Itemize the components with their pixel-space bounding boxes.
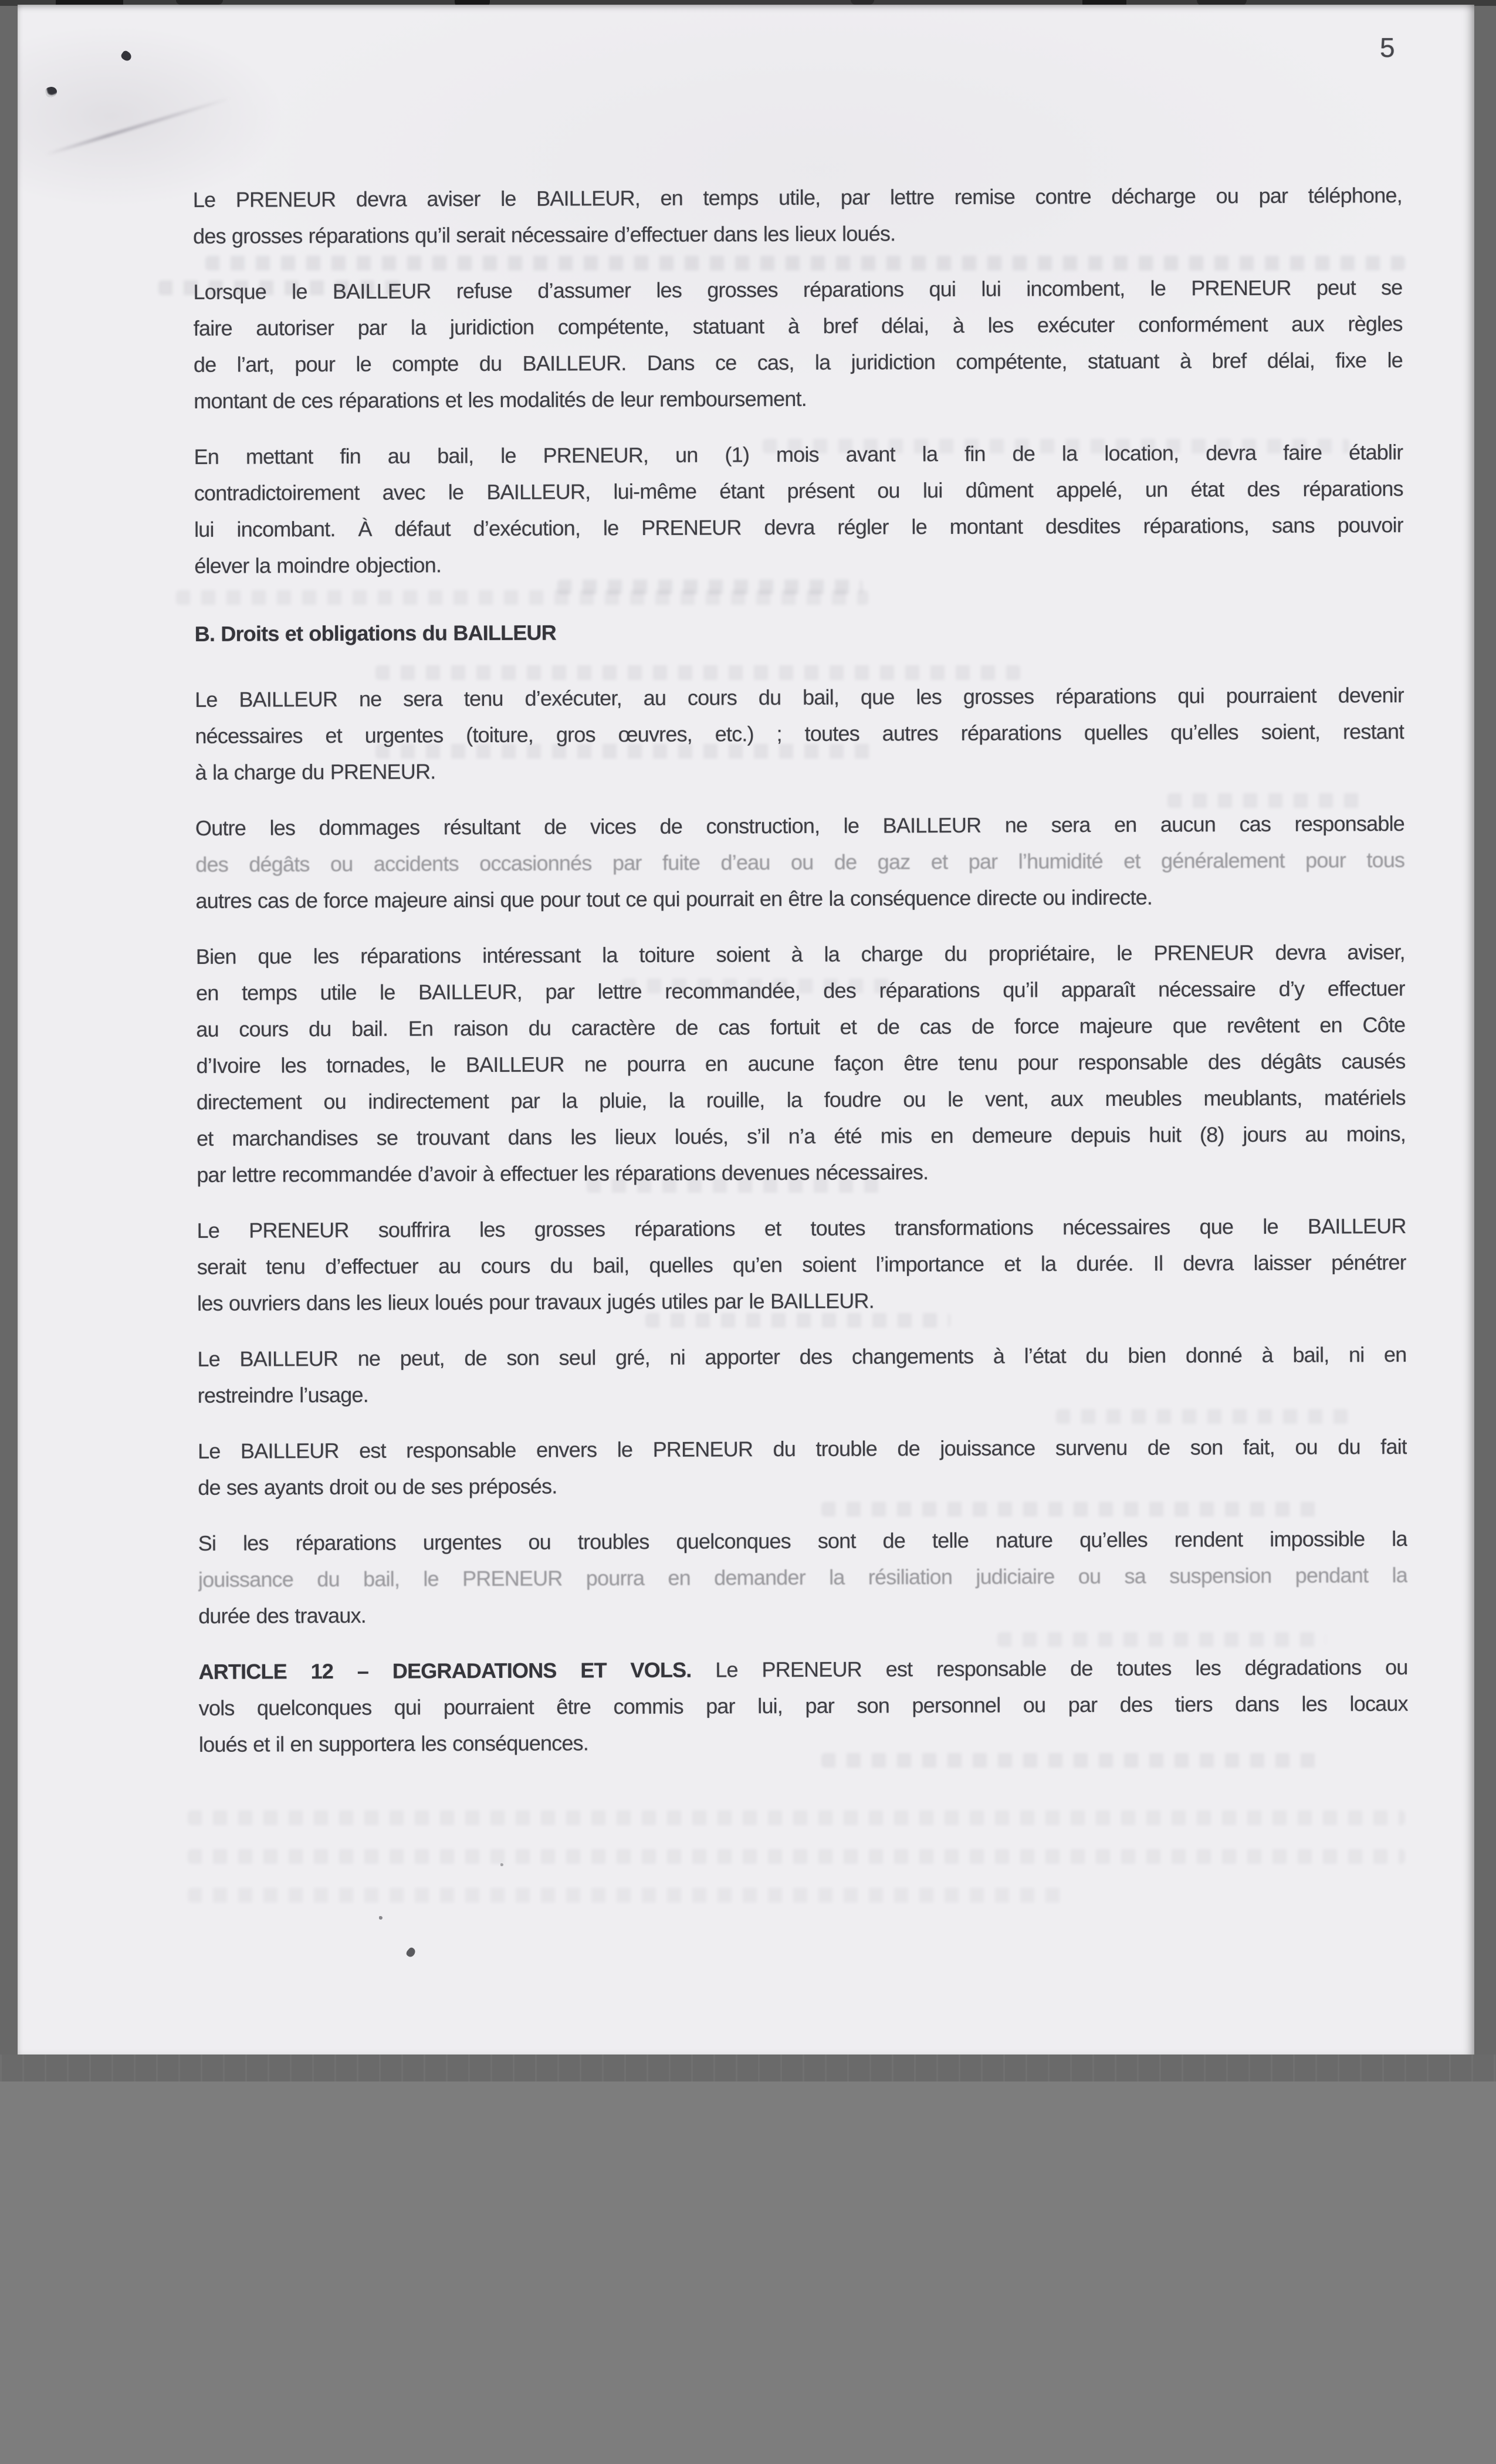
text-line: Bien que les réparations intéressant la toiture soient à la charge du propriétaire, le PRENEUR devra aviser,	[195, 940, 1405, 969]
paper-crease	[45, 97, 231, 156]
text-line: les ouvriers dans les lieux loués pour travaux jugés utiles par le BAILLEUR.	[197, 1288, 874, 1315]
text-line: des grosses réparations qu’il serait nécessaire d’effectuer dans les lieux loués.	[193, 221, 896, 248]
text-block-container	[193, 177, 1408, 1782]
text-line: en temps utile le BAILLEUR, par lettre recommandée, des réparations qu’il apparaît nécessaire d’y effectuer	[195, 976, 1406, 1005]
text-line: Le BAILLEUR ne peut, de son seul gré, ni apporter des changements à l’état du bien donné à bail, ni en	[197, 1342, 1407, 1371]
bleedthrough-band	[188, 1849, 1405, 1864]
text-line: des dégâts ou accidents occasionnés par fuite d’eau ou de gaz et par l’humidité et généralement pour tous	[195, 848, 1405, 876]
text-line: En mettant fin au bail, le PRENEUR, un (1) mois avant la fin de la location, devra faire établir	[194, 440, 1403, 469]
bleedthrough-band	[188, 1810, 1405, 1825]
text-line: serait tenu d’effectuer au cours du bail, quelles qu’en soient l’importance et la durée. Il devra laisser pénétrer	[197, 1250, 1406, 1279]
article-title: ARTICLE 12 – DEGRADATIONS ET VOLS.	[198, 1657, 692, 1684]
staple-mark	[45, 86, 58, 98]
text-line: B. Droits et obligations du BAILLEUR	[194, 620, 556, 646]
paper-bottom-shadow-band	[0, 2055, 1496, 2081]
paragraph	[194, 434, 1403, 584]
paragraph	[195, 677, 1404, 791]
text-line: d’Ivoire les tornades, le BAILLEUR ne pourra en aucune façon être tenu pour responsable des dégâts causés	[196, 1049, 1406, 1078]
paragraph	[198, 1649, 1408, 1763]
scanner-bed-lower	[0, 2081, 1496, 2464]
scan-edge-smudge	[176, 0, 223, 5]
paragraph	[198, 1429, 1407, 1506]
text-line: jouissance du bail, le PRENEUR pourra en demander la résiliation judiciaire ou sa suspension pendant la	[198, 1563, 1407, 1592]
paragraph	[193, 269, 1403, 419]
scan-edge-smudge	[851, 0, 874, 5]
text-line: Le BAILLEUR est responsable envers le PRENEUR du trouble de jouissance survenu de son fait, ou du fait	[197, 1434, 1407, 1463]
text-line: lui incombant. À défaut d’exécution, le PRENEUR devra régler le montant desdites réparations, sans pouvoir	[194, 513, 1404, 541]
text-line: Outre les dommages résultant de vices de construction, le BAILLEUR ne sera en aucun cas responsable	[195, 811, 1405, 840]
text-line: Le PRENEUR souffrira les grosses réparations et toutes transformations nécessaires que le BAILLEUR	[197, 1214, 1406, 1243]
text-line: vols quelconques qui pourraient être commis par lui, par son personnel ou par des tiers dans les locaux	[198, 1691, 1408, 1720]
text-line: Si les réparations urgentes ou troubles quelconques sont de telle nature qu’elles rendent impossible la	[198, 1527, 1407, 1555]
text-line: Lorsque le BAILLEUR refuse d’assumer les grosses réparations qui lui incombent, le PRENEUR peut se	[193, 275, 1403, 304]
text-line: à la charge du PRENEUR.	[195, 759, 436, 784]
text-line: faire autoriser par la juridiction compétente, statuant à bref délai, à les exécuter conformément aux règles	[193, 312, 1403, 340]
document-page	[18, 5, 1474, 2055]
text-line: et marchandises se trouvant dans les lieux loués, s’il n’a été mis en demeure depuis huit (8) jours au moins,	[196, 1122, 1406, 1150]
ink-speck	[120, 49, 133, 62]
text-line: directement ou indirectement par la pluie, la rouille, la foudre ou le vent, aux meubles meublants, matériels	[196, 1085, 1406, 1114]
ink-speck	[379, 1916, 383, 1920]
paragraph	[198, 1521, 1408, 1634]
text-segment: Le PRENEUR est responsable de toutes les dégradations ou	[691, 1655, 1408, 1682]
text-line: élever la moindre objection.	[194, 553, 442, 578]
text-line: au cours du bail. En raison du caractère de cas fortuit et de cas de force majeure que revêtent en Côte	[196, 1013, 1406, 1041]
page-number: 5	[1380, 32, 1395, 63]
text-line: par lettre recommandée d’avoir à effectuer les réparations devenues nécessaires.	[197, 1160, 929, 1187]
paragraph	[196, 934, 1406, 1193]
text-line: Le BAILLEUR ne sera tenu d’exécuter, au cours du bail, que les grosses réparations qui pourraient devenir	[195, 683, 1404, 712]
text-line	[198, 1649, 1407, 1690]
ink-speck	[405, 1947, 417, 1959]
text-line: de ses ayants droit ou de ses préposés.	[198, 1474, 557, 1500]
paragraph	[197, 1208, 1407, 1322]
text-line: restreindre l’usage.	[197, 1382, 368, 1407]
paragraph	[193, 177, 1402, 255]
bleedthrough-band	[188, 1888, 1068, 1903]
text-line: autres cas de force majeure ainsi que pour tout ce qui pourrait en être la conséquence directe ou indirecte.	[195, 885, 1153, 913]
section-heading	[195, 611, 1404, 652]
text-line: nécessaires et urgentes (toiture, gros œuvres, etc.) ; toutes autres réparations quelles qu’elles soient, restant	[195, 719, 1404, 748]
text-line: contradictoirement avec le BAILLEUR, lui-même étant présent ou lui dûment appelé, un état des réparations	[194, 476, 1403, 505]
text-line: montant de ces réparations et les modalités de leur remboursement.	[194, 386, 807, 413]
text-line: Le PRENEUR devra aviser le BAILLEUR, en temps utile, par lettre remise contre décharge ou par téléphone,	[192, 183, 1402, 212]
text-line: durée des travaux.	[198, 1603, 367, 1628]
text-line: loués et il en supportera les conséquences.	[198, 1731, 589, 1756]
paragraph	[197, 1336, 1406, 1414]
text-line: de l’art, pour le compte du BAILLEUR. Dans ce cas, la juridiction compétente, statuant à bref délai, fixe le	[193, 348, 1403, 377]
paragraph	[195, 805, 1405, 919]
